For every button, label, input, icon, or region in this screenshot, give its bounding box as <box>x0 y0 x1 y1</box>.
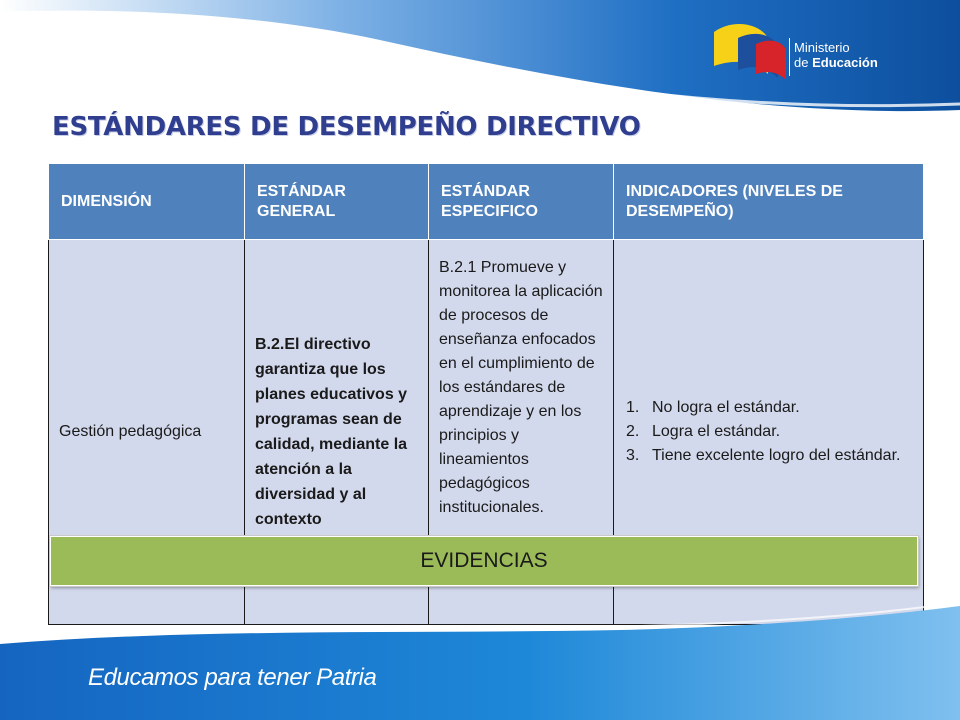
logo-text <box>794 40 878 70</box>
footer-swoosh <box>0 600 960 720</box>
table-header-row <box>49 164 924 240</box>
header-specific: ESTÁNDAR ESPECIFICO <box>429 164 614 240</box>
logo-divider <box>789 38 790 76</box>
cell-general: B.2.El directivo garantiza que los planes educativos y programas sean de calidad, mediante la atención a la diversidad y al contexto <box>245 240 429 625</box>
evidencias-banner: EVIDENCIAS <box>50 536 918 586</box>
indicator-list <box>626 396 913 468</box>
footer-slogan: Educamos para tener Patria <box>88 664 377 691</box>
list-item: 2. Logra el estándar. <box>626 423 781 440</box>
list-item: 1. No logra el estándar. <box>626 399 800 416</box>
list-item: 3. Tiene excelente logro del estándar. <box>626 447 901 464</box>
logo-line2: de Educación <box>794 55 878 70</box>
header-dimension: DIMENSIÓN <box>49 164 245 240</box>
header-indicators: INDICADORES (NIVELES DE DESEMPEÑO) <box>614 164 924 240</box>
cell-dimension: Gestión pedagógica <box>49 240 245 625</box>
cell-specific: B.2.1 Promueve y monitorea la aplicación de procesos de enseñanza enfocados en el cumplimiento de los estándares de aprendizaje y en los principios y lineamientos pedagógicos institucionales. <box>429 240 614 625</box>
logo-line1: Ministerio <box>794 40 850 55</box>
page-title: ESTÁNDARES DE DESEMPEÑO DIRECTIVO <box>52 112 641 142</box>
header-general: ESTÁNDAR GENERAL <box>245 164 429 240</box>
